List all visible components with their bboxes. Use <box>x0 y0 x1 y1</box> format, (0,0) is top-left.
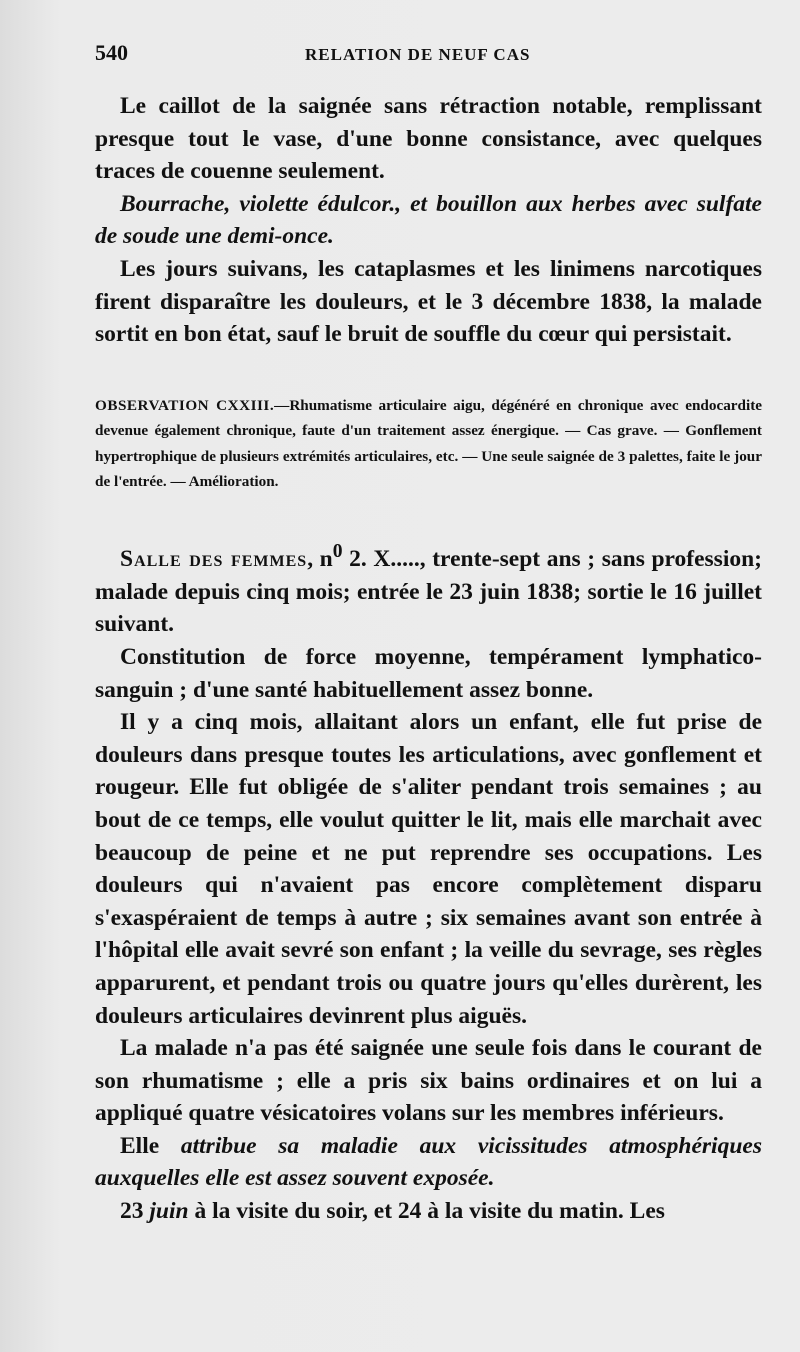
page-number: 540 <box>95 40 128 65</box>
observation-label: OBSERVATION CXXIII. <box>95 396 275 414</box>
paragraph-caillot: Le caillot de la saignée sans rétraction notable, remplissant presque tout le vase, d'une bonne consistance, avec quelques traces de couenne seulement. <box>95 93 762 185</box>
paragraph-constitution: Constitution de force moyenne, tempérament lymphatico-sanguin ; d'une santé habituellement assez bonne. <box>95 643 762 703</box>
section-gap <box>95 494 762 536</box>
body-text <box>95 90 762 1228</box>
case-intro-rest: 2. X....., trente-sept ans ; sans profession; malade depuis cinq mois; entrée le 23 juin 1838; sortie le 16 juillet suivant. <box>95 546 762 638</box>
observation-heading <box>95 393 762 495</box>
observation-summary: —Rhumatisme articulaire aigu, dégénéré en chronique avec endocardite devenue également chronique, faute d'un traitement assez énergique. — Cas grave. — Gonflement hypertrophique de plusieurs extrémités articulaires, etc. — Une seule saignée de 3 palettes, faite le jour de l'entrée. — Amélioration. <box>95 396 762 490</box>
visit-date-number: 23 <box>120 1198 150 1225</box>
paragraph-outcome: Les jours suivans, les cataplasmes et les linimens narcotiques firent disparaître les douleurs, et le 3 décembre 1838, la malade sortit en bon état, sauf le bruit de souffle du cœur qui persistait. <box>95 255 762 348</box>
case-number-sup: 0 <box>332 541 343 563</box>
paragraph-cause <box>95 1130 762 1195</box>
cause-italic: attribue sa maladie aux vicissitudes atmosphériques auxquelles elle est assez souvent exposée. <box>95 1132 762 1192</box>
paragraph-prescription: Bourrache, violette édulcor., et bouillon aux herbes avec sulfate de soude une demi-once. <box>95 190 762 250</box>
visit-date-month: juin <box>149 1198 189 1225</box>
case-number-prefix: , n <box>307 546 333 573</box>
paragraph-history: Il y a cinq mois, allaitant alors un enfant, elle fut prise de douleurs dans presque toutes les articulations, avec gonflement et rougeur. Elle fut obligée de s'aliter pendant trois semaines ; au bout de ce temps, elle voulut quitter le lit, mais elle marchait avec beaucoup de peine et ne put reprendre ses occupations. Les douleurs qui n'avaient pas encore complètement disparu s'exaspéraient de temps à autre ; six semaines avant son entrée à l'hôpital elle avait sevré son enfant ; la veille du sevrage, ses règles apparurent, et pendant trois ou quatre jours qu'elles durèrent, les douleurs articulaires devinrent plus aiguës. <box>95 709 762 1029</box>
cause-lead: Elle <box>120 1132 181 1159</box>
paragraph-visit <box>95 1195 762 1228</box>
running-title: RELATION DE NEUF CAS <box>305 45 531 64</box>
paragraph-treatment: La malade n'a pas été saignée une seule fois dans le courant de son rhumatisme ; elle a pris six bains ordinaires et on lui a appliqué quatre vésicatoires volans sur les membres inférieurs. <box>95 1035 762 1127</box>
case-intro <box>95 536 762 641</box>
ward-name: Salle des femmes <box>120 546 308 573</box>
visit-rest: à la visite du soir, et 24 à la visite du matin. Les <box>188 1198 665 1225</box>
page-header <box>95 40 762 76</box>
